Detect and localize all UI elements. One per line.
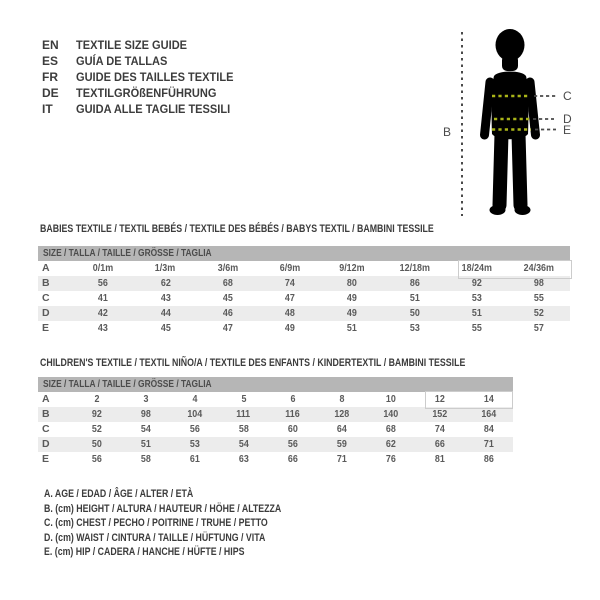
table-row — [38, 392, 513, 407]
table-cell: 14 — [483, 393, 494, 405]
table-row — [38, 306, 570, 321]
table-cell: 128 — [334, 408, 349, 420]
legend-row: A. AGE / EDAD / ÂGE / ALTER / ETÀ — [44, 488, 194, 500]
height-label: B — [443, 125, 452, 139]
child-silhouette — [485, 29, 536, 215]
row-label: E — [42, 322, 50, 334]
table-cell: 164 — [481, 408, 496, 420]
table-cell: 56 — [189, 423, 200, 435]
table-cell: 54 — [238, 438, 249, 450]
table-cell: 61 — [189, 453, 200, 465]
row-label: D — [42, 438, 50, 450]
table-cell: 41 — [98, 292, 109, 304]
table-cell: 63 — [238, 453, 249, 465]
table-cell: 50 — [91, 438, 102, 450]
table-cell: 12/18m — [399, 262, 430, 274]
table-cell: 24/36m — [523, 262, 555, 274]
language-label: GUIDE DES TAILLES TEXTILE — [76, 70, 234, 84]
table-cell: 6/9m — [279, 262, 301, 274]
table-cell: 53 — [409, 322, 420, 334]
language-row — [42, 37, 247, 53]
table-cell: 51 — [409, 292, 420, 304]
language-code: IT — [42, 102, 53, 116]
table-row — [38, 291, 570, 306]
table-cell: 71 — [336, 453, 347, 465]
children-size-table — [38, 377, 513, 467]
table-cell: 51 — [140, 438, 151, 450]
table-cell: 10 — [385, 393, 396, 405]
language-row — [42, 101, 247, 117]
language-code: ES — [42, 54, 59, 68]
table-cell: 81 — [434, 453, 445, 465]
table-cell: 48 — [284, 307, 295, 319]
table-cell: 60 — [287, 423, 298, 435]
table-row — [38, 422, 513, 437]
table-cell: 44 — [160, 307, 171, 319]
language-row — [42, 69, 247, 85]
language-code: EN — [42, 38, 59, 52]
table-cell: 56 — [91, 453, 102, 465]
table-cell: 59 — [336, 438, 347, 450]
hip-label: E — [563, 123, 572, 137]
table-cell: 71 — [483, 438, 494, 450]
size-header-label: SIZE / TALLA / TAILLE / GRÖSSE / TAGLIA — [43, 247, 212, 259]
row-label: B — [42, 277, 50, 289]
row-label: E — [42, 453, 50, 465]
table-cell: 49 — [347, 292, 358, 304]
table-cell: 57 — [533, 322, 544, 334]
table-cell: 52 — [91, 423, 102, 435]
table-cell: 43 — [160, 292, 171, 304]
table-cell: 51 — [471, 307, 482, 319]
chest-label: C — [563, 89, 572, 103]
table-cell: 66 — [434, 438, 445, 450]
table-cell: 6 — [290, 393, 295, 405]
table-cell: 5 — [241, 393, 246, 405]
table-cell: 92 — [471, 277, 482, 289]
table-cell: 55 — [471, 322, 482, 334]
row-label: C — [42, 423, 50, 435]
table-cell: 45 — [160, 322, 171, 334]
table-cell: 58 — [238, 423, 249, 435]
table-row — [38, 407, 513, 422]
size-header-bar — [38, 246, 570, 261]
language-list — [42, 37, 247, 117]
table-cell: 56 — [287, 438, 298, 450]
table-row — [38, 261, 570, 276]
table-cell: 4 — [192, 393, 197, 405]
table-cell: 53 — [471, 292, 482, 304]
table-cell: 49 — [284, 322, 295, 334]
measurement-legend — [44, 487, 341, 560]
table-cell: 53 — [189, 438, 200, 450]
children-section-title: CHILDREN'S TEXTILE / TEXTIL NIÑO/A / TEXTILE DES ENFANTS / KINDERTEXTIL / BAMBINI TESSILE — [40, 357, 466, 369]
table-cell: 62 — [385, 438, 396, 450]
size-header-label: SIZE / TALLA / TAILLE / GRÖSSE / TAGLIA — [43, 378, 212, 390]
table-cell: 55 — [533, 292, 544, 304]
table-cell: 104 — [187, 408, 202, 420]
language-row — [42, 53, 247, 69]
table-cell: 64 — [336, 423, 347, 435]
table-cell: 111 — [236, 408, 251, 420]
table-cell: 56 — [98, 277, 109, 289]
legend-row: B. (cm) HEIGHT / ALTURA / HAUTEUR / HÖHE / ALTEZZA — [44, 502, 282, 515]
table-cell: 18/24m — [461, 262, 492, 274]
waist-label: D — [563, 112, 572, 126]
table-cell: 42 — [98, 307, 109, 319]
legend-row: C. (cm) CHEST / PECHO / POITRINE / TRUHE / PETTO — [44, 517, 268, 530]
table-cell: 74 — [284, 277, 295, 289]
table-cell: 0/1m — [92, 262, 114, 274]
table-cell: 47 — [284, 292, 295, 304]
table-row — [38, 276, 570, 291]
table-cell: 9/12m — [339, 262, 365, 274]
table-cell: 47 — [222, 322, 233, 334]
legend-row: D. (cm) WAIST / CINTURA / TAILLE / HÜFTUNG / VITA — [44, 531, 266, 544]
row-label: B — [42, 408, 50, 420]
table-cell: 51 — [347, 322, 358, 334]
babies-size-table — [38, 246, 570, 336]
table-cell: 68 — [222, 277, 233, 289]
table-cell: 43 — [98, 322, 109, 334]
table-cell: 52 — [533, 307, 544, 319]
table-cell: 86 — [409, 277, 420, 289]
size-header-bar — [38, 377, 513, 392]
language-row — [42, 85, 247, 101]
table-cell: 92 — [91, 408, 102, 420]
table-cell: 8 — [339, 393, 344, 405]
table-cell: 86 — [483, 453, 494, 465]
table-cell: 68 — [385, 423, 396, 435]
table-row — [38, 321, 570, 336]
table-cell: 45 — [222, 292, 233, 304]
table-cell: 12 — [434, 393, 445, 405]
table-cell: 140 — [383, 408, 398, 420]
language-code: FR — [42, 70, 58, 84]
table-cell: 80 — [347, 277, 358, 289]
table-cell: 54 — [140, 423, 151, 435]
table-cell: 46 — [222, 307, 233, 319]
table-cell: 74 — [434, 423, 445, 435]
table-cell: 1/3m — [155, 262, 176, 274]
table-cell: 152 — [432, 408, 447, 420]
table-cell: 2 — [94, 393, 99, 405]
table-cell: 49 — [347, 307, 358, 319]
table-cell: 66 — [287, 453, 298, 465]
legend-row: E. (cm) HIP / CADERA / HANCHE / HÜFTE / HIPS — [44, 546, 245, 559]
row-label: A — [42, 393, 50, 405]
language-label: GUÍA DE TALLAS — [76, 54, 168, 68]
table-cell: 50 — [409, 307, 420, 319]
table-cell: 98 — [533, 277, 544, 289]
language-label: TEXTILGRÖßENFÜHRUNG — [76, 86, 217, 100]
babies-section-title: BABIES TEXTILE / TEXTIL BEBÉS / TEXTILE DES BÉBÉS / BABYS TEXTIL / BAMBINI TESSILE — [40, 223, 434, 235]
row-label: A — [42, 262, 50, 274]
table-cell: 98 — [140, 408, 151, 420]
table-row — [38, 452, 513, 467]
row-label: D — [42, 307, 50, 319]
child-measurement-diagram — [435, 12, 595, 222]
language-code: DE — [42, 86, 59, 100]
table-row — [38, 437, 513, 452]
language-label: TEXTILE SIZE GUIDE — [76, 38, 188, 52]
table-cell: 58 — [140, 453, 151, 465]
language-label: GUIDA ALLE TAGLIE TESSILI — [76, 102, 231, 116]
row-label: C — [42, 292, 50, 304]
table-cell: 76 — [385, 453, 396, 465]
table-cell: 3 — [143, 393, 148, 405]
table-cell: 116 — [285, 408, 300, 420]
table-cell: 62 — [160, 277, 171, 289]
table-cell: 84 — [483, 423, 494, 435]
table-cell: 3/6m — [217, 262, 238, 274]
